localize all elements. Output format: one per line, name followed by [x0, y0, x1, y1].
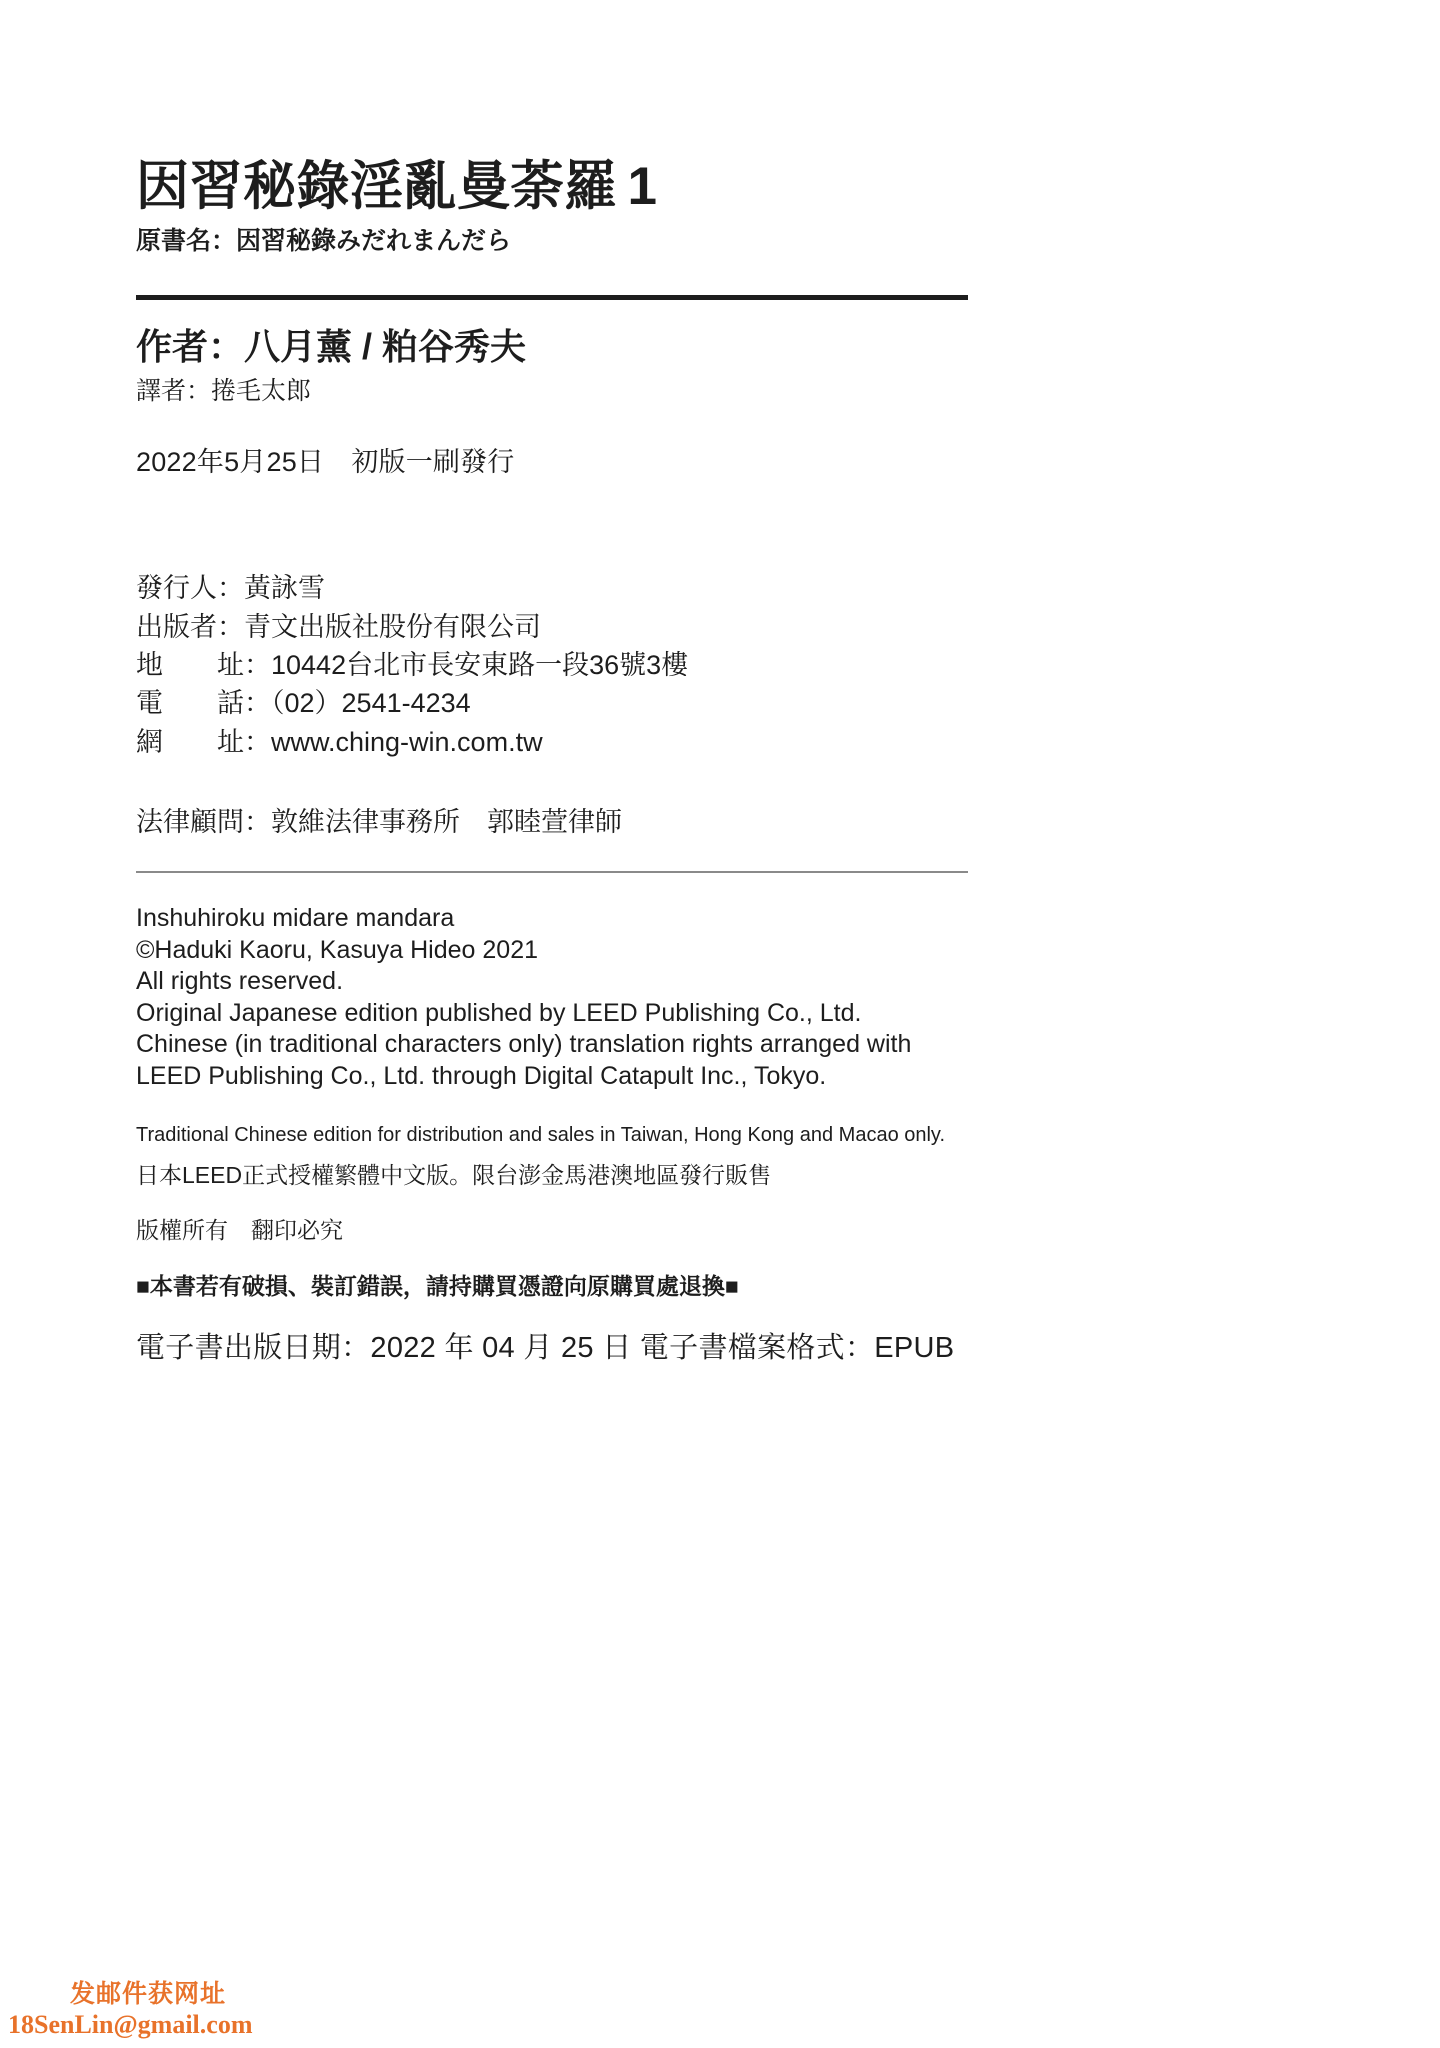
legal-advisor-line: 法律顧問：敦維法律事務所 郭睦萱律師	[136, 806, 622, 837]
rights-original-edition: Original Japanese edition published by LEED Publishing Co., Ltd.	[136, 998, 862, 1027]
colophon-content	[136, 0, 968, 1367]
distribution-notice-cn: 日本LEED正式授權繁體中文版。限台澎金馬港澳地區發行販售	[136, 1162, 772, 1189]
credits-block	[136, 326, 968, 478]
publisher-website-line[interactable]: 網 址：www.ching-win.com.tw	[136, 726, 543, 757]
divider-thin	[136, 871, 968, 873]
rights-romaji-title: Inshuhiroku midare mandara	[136, 904, 455, 933]
rights-translation-2: LEED Publishing Co., Ltd. through Digital Catapult Inc., Tokyo.	[136, 1061, 827, 1090]
page-title	[136, 158, 968, 215]
rights-copyright: ©Haduki Kaoru, Kasuya Hideo 2021	[136, 935, 539, 964]
publisher-person-line: 發行人：黃詠雪	[136, 573, 325, 604]
distribution-notice-en: Traditional Chinese edition for distribution and sales in Taiwan, Hong Kong and Macao only.	[136, 1124, 946, 1147]
publisher-address-line: 地 址：10442台北市長安東路一段36號3樓	[136, 650, 689, 680]
rights-reserved: All rights reserved.	[136, 967, 344, 996]
publisher-company-line: 出版者：青文出版社股份有限公司	[136, 611, 541, 642]
rights-translation-1: Chinese (in traditional characters only) translation rights arranged with	[136, 1030, 912, 1059]
copyright-notice-cn: 版權所有 翻印必究	[136, 1216, 343, 1243]
publisher-phone-line: 電 話：（02）2541-4234	[136, 688, 471, 719]
rights-block	[136, 903, 968, 1092]
book-volume-number: 1	[627, 157, 658, 216]
original-title: 原書名：因習秘錄みだれまんだら	[136, 227, 512, 256]
notice-block	[136, 1122, 968, 1367]
damage-exchange-notice: ■本書若有破損、裝訂錯誤，請持購買憑證向原購買處退換■	[136, 1272, 739, 1299]
divider-thick	[136, 295, 968, 300]
ebook-publication-line: 電子書出版日期：2022 年 04 月 25 日 電子書檔案格式：EPUB	[136, 1331, 955, 1364]
watermark-chinese-text: 发邮件获网址	[70, 1980, 227, 2008]
author-line: 作者：八月薰 / 粕谷秀夫	[136, 326, 527, 368]
title-block	[136, 0, 968, 257]
watermark-email-text: 18SenLin@gmail.com	[8, 2010, 253, 2040]
book-title-text: 因習秘錄淫亂曼荼羅	[136, 157, 618, 216]
publisher-block	[136, 569, 968, 840]
watermark	[8, 1981, 328, 2040]
translator-line: 譯者：捲毛太郎	[136, 376, 312, 405]
release-date-line: 2022年5月25日 初版一刷發行	[136, 446, 515, 477]
